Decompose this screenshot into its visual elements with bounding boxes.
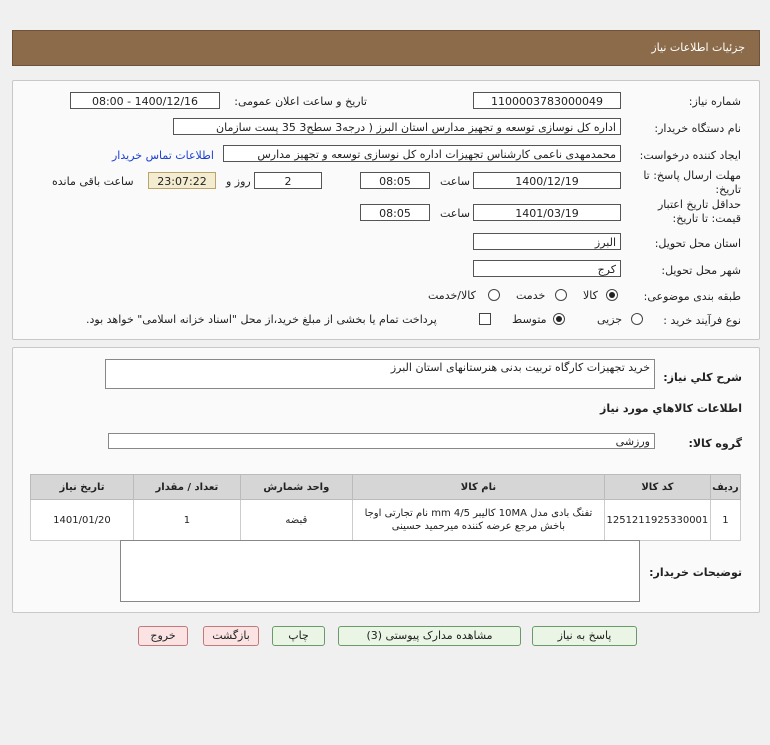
deadline-label: مهلت ارسال پاسخ: تا تاریخ: <box>643 169 741 196</box>
deadline-time-label: ساعت <box>440 175 470 188</box>
validity-label: حداقل تاریخ اعتبار قیمت: تا تاریخ: <box>657 198 741 225</box>
description-label: شرح کلي نياز: <box>663 371 742 384</box>
reply-button[interactable]: پاسخ به نیاز <box>532 626 637 646</box>
deadline-date-field: 1400/12/19 <box>473 172 621 189</box>
description-field: خرید تجهیزات کارگاه تربیت بدنی هنرستانهای استان البرز <box>105 359 655 389</box>
cell-name: تفنگ بادی مدل 10MA کالیبر 4/5 mm نام تجارتی اوجا باخش مرجع عرضه کننده میرحمید حسینی <box>352 500 604 541</box>
goods-table <box>30 474 741 541</box>
days-label: روز و <box>226 175 251 188</box>
treasury-checkbox[interactable] <box>479 313 491 325</box>
process-minor-label: جزیی <box>597 313 623 326</box>
page-header <box>12 30 760 66</box>
process-minor-radio[interactable] <box>631 313 643 325</box>
remaining-timer: 23:07:22 <box>148 172 216 189</box>
need-number-label: شماره نیاز: <box>688 95 741 108</box>
days-remaining-field: 2 <box>254 172 322 189</box>
col-row: ردیف <box>710 475 740 500</box>
province-field: البرز <box>473 233 621 250</box>
province-label: استان محل تحویل: <box>654 237 741 250</box>
need-number-field: 1100003783000049 <box>473 92 621 109</box>
deadline-time-field: 08:05 <box>360 172 430 189</box>
buyer-notes-label: توضیحات خریدار: <box>649 566 742 579</box>
validity-date-field: 1401/03/19 <box>473 204 621 221</box>
buyer-org-label: نام دستگاه خریدار: <box>654 122 741 135</box>
cell-date: 1401/01/20 <box>31 500 134 541</box>
exit-button[interactable]: خروج <box>138 626 188 646</box>
announce-field: 1400/12/16 - 08:00 <box>70 92 220 109</box>
goods-info-title: اطلاعات کالاهاي مورد نياز <box>600 402 742 415</box>
category-goods-label: کالا <box>583 289 598 302</box>
page-title: جزئیات اطلاعات نیاز <box>651 41 745 54</box>
announce-label: تاریخ و ساعت اعلان عمومی: <box>234 95 367 108</box>
city-label: شهر محل تحویل: <box>661 264 741 277</box>
payment-note: پرداخت تمام یا بخشی از مبلغ خرید،از محل "اسناد خزانه اسلامی" خواهد بود. <box>86 313 437 326</box>
cell-code: 1251211925330001 <box>605 500 711 541</box>
requester-label: ایجاد کننده درخواست: <box>639 149 741 162</box>
process-medium-radio[interactable] <box>553 313 565 325</box>
buyer-notes-field <box>120 540 640 602</box>
category-service-label: خدمت <box>516 289 546 302</box>
remaining-label: ساعت باقی مانده <box>52 175 134 188</box>
category-label: طبقه بندی موضوعی: <box>643 290 741 303</box>
col-qty: تعداد / مقدار <box>133 475 240 500</box>
col-date: تاریخ نیاز <box>31 475 134 500</box>
category-service-radio[interactable] <box>555 289 567 301</box>
requester-field: محمدمهدی ناعمی کارشناس تجهیزات اداره کل نوسازی توسعه و تجهیز مدارس <box>223 145 621 162</box>
process-type-label: نوع فرآیند خرید : <box>663 314 741 327</box>
validity-time-label: ساعت <box>440 207 470 220</box>
buyer-org-field: اداره کل نوسازی توسعه و تجهیز مدارس استان البرز ( درجه3 سطح3 35 پست سازمان <box>173 118 621 135</box>
back-button[interactable]: بازگشت <box>203 626 259 646</box>
table-row <box>31 500 741 541</box>
col-name: نام کالا <box>352 475 604 500</box>
cell-row: 1 <box>710 500 740 541</box>
cell-qty: 1 <box>133 500 240 541</box>
attachments-button[interactable]: مشاهده مدارک پیوستی (3) <box>338 626 521 646</box>
category-both-label: کالا/خدمت <box>428 289 476 302</box>
print-button[interactable]: چاپ <box>272 626 325 646</box>
goods-group-field: ورزشی <box>108 433 655 449</box>
category-both-radio[interactable] <box>488 289 500 301</box>
col-code: کد کالا <box>605 475 711 500</box>
cell-unit: قبضه <box>240 500 352 541</box>
validity-time-field: 08:05 <box>360 204 430 221</box>
col-unit: واحد شمارش <box>240 475 352 500</box>
buyer-contact-link[interactable]: اطلاعات تماس خریدار <box>112 149 214 162</box>
table-header-row <box>31 475 741 500</box>
process-medium-label: متوسط <box>512 313 547 326</box>
city-field: کرج <box>473 260 621 277</box>
category-goods-radio[interactable] <box>606 289 618 301</box>
goods-group-label: گروه کالا: <box>688 437 742 450</box>
